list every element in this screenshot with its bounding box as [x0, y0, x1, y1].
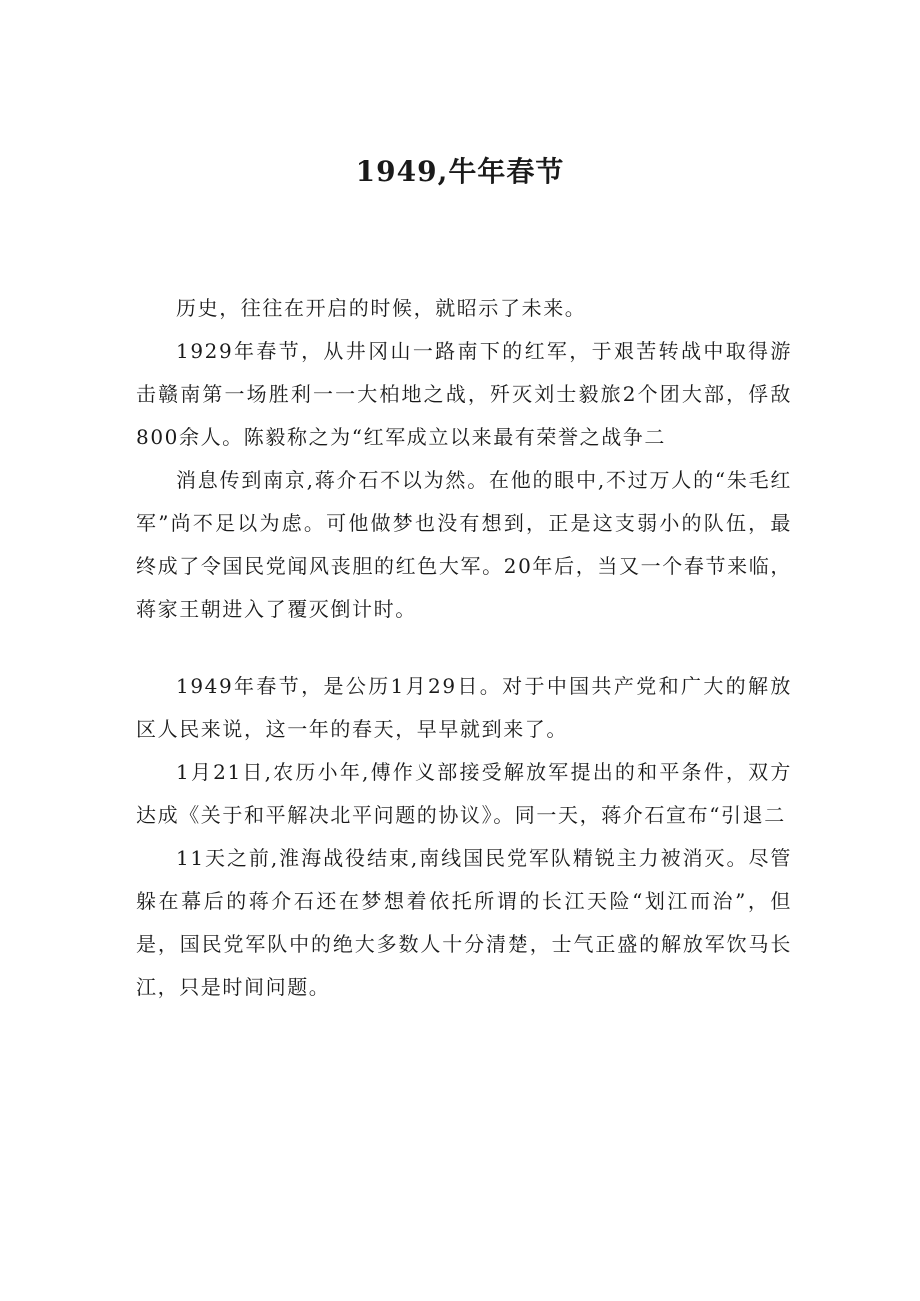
paragraph-4: 1949年春节，是公历1月29日。对于中国共产党和广大的解放区人民来说，这一年的春天，早早就到来了。: [136, 674, 792, 741]
paragraph-2: 1929年春节，从井冈山一路南下的红军，于艰苦转战中取得游击赣南第一场胜利一一大柏地之战，歼灭刘士毅旅2个团大部，俘敌800余人。陈毅称之为“红军成立以来最有荣誉之战争二: [136, 339, 792, 449]
paragraph-3: 消息传到南京,蒋介石不以为然。在他的眼中,不过万人的“朱毛红军”尚不足以为虑。可他做梦也没有想到，正是这支弱小的队伍，最终成了令国民党闻风丧胆的红色大军。20年后，当又一个春节来临，蒋家王朝进入了覆灭倒计时。: [136, 468, 792, 621]
paragraph-1: 历史，往往在开启的时候，就昭示了未来。: [176, 296, 587, 320]
document-title: 1949,牛年春节: [355, 155, 565, 188]
document-body: [136, 287, 792, 1009]
paragraph-5: 1月21日,农历小年,傅作义部接受解放军提出的和平条件，双方达成《关于和平解决北平问题的协议》。同一天，蒋介石宣布“引退二: [136, 760, 792, 827]
paragraph-6: 11天之前,淮海战役结束,南线国民党军队精锐主力被消灭。尽管躲在幕后的蒋介石还在梦想着依托所谓的长江天险“划江而治”，但是，国民党军队中的绝大多数人十分清楚，士气正盛的解放军饮马长江，只是时间问题。: [136, 846, 792, 999]
